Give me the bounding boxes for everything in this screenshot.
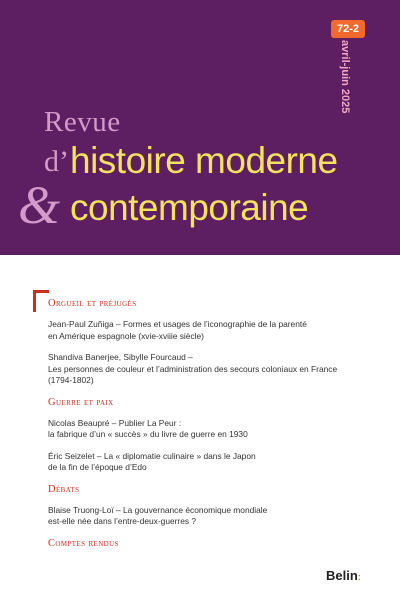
toc-entry-line: de la fin de l’époque d’Edo (48, 462, 147, 472)
toc-entry-line: (1794-1802) (48, 375, 94, 385)
publisher-name: Belin (326, 568, 358, 583)
toc-entry (48, 505, 368, 528)
toc-section-title: Guerre et paix (48, 396, 114, 408)
cover-header (0, 0, 400, 255)
toc-entry-line: Nicolas Beaupré – Publier La Peur : (48, 417, 182, 428)
toc-entry-line: est-elle née dans l’entre-deux-guerres ? (48, 516, 197, 526)
issue-date: avril-juin 2025 (339, 40, 351, 114)
toc-entry-line: Éric Seizelet – La « diplomatie culinaire » dans le Japon (48, 450, 256, 461)
toc-entry (48, 352, 368, 387)
toc-entry-line: Jean-Paul Zuñiga – Formes et usages de l’iconographie de la parenté (48, 319, 307, 329)
toc-entry-line: Blaise Truong-Loï – La gouvernance économique mondiale (48, 504, 268, 515)
title-revue: Revue (44, 106, 121, 138)
toc-entry-line: Shandiva Banerjee, Sibylle Fourcaud – (48, 352, 193, 362)
title-d: d’ (44, 145, 69, 178)
title-ampersand: & (18, 175, 61, 235)
issue-number-badge: 72-2 (331, 20, 365, 38)
table-of-contents (48, 298, 368, 559)
toc-entry-line: la fabrique d’un « succès » du livre de guerre en 1930 (48, 429, 248, 439)
corner-bracket-vertical (33, 290, 36, 312)
corner-bracket-horizontal (33, 290, 49, 293)
toc-entry (48, 451, 368, 474)
title-line-1: histoire moderne (70, 140, 338, 181)
publisher-mark: : (357, 572, 361, 582)
title-line-2: contemporaine (70, 187, 309, 228)
toc-section-title: Orgueil et préjugés (48, 298, 137, 309)
publisher-logo (326, 568, 361, 583)
toc-entry-line: en Amérique espagnole (xvie-xviiie siècle) (48, 330, 204, 341)
toc-entry (48, 418, 368, 441)
toc-section-title: Comptes rendus (48, 537, 119, 549)
toc-section-title: Débats (48, 483, 80, 495)
toc-entry (48, 319, 368, 342)
toc-entry-line: Les personnes de couleur et l’administration des secours coloniaux en France (48, 363, 338, 374)
